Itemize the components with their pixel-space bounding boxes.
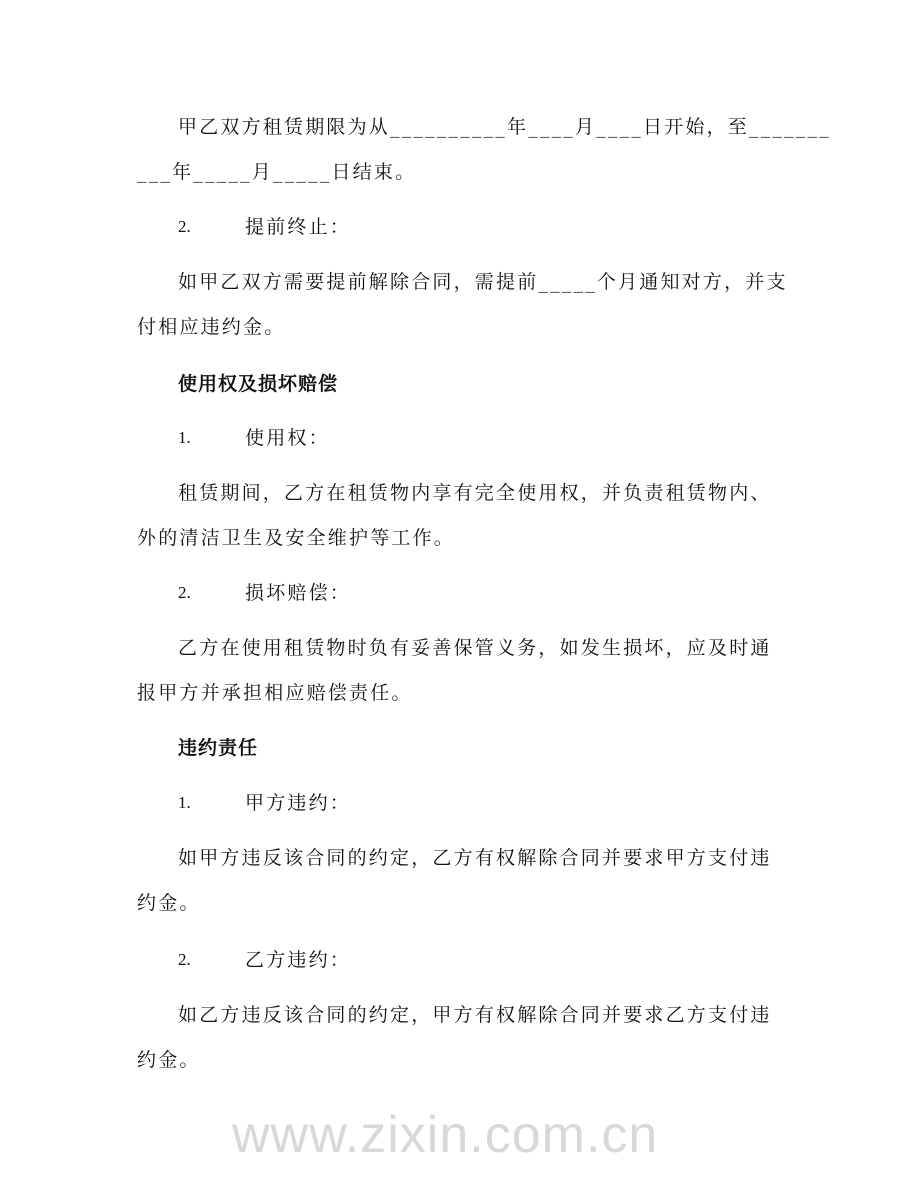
paragraph-line: 如乙方违反该合同的约定，甲方有权解除合同并要求乙方支付违 <box>178 1004 772 1026</box>
item-number: 1. <box>178 428 191 447</box>
paragraph-line: 乙方在使用租赁物时负有妥善保管义务，如发生损坏，应及时通 <box>178 637 772 659</box>
section-heading: 违约责任 <box>178 737 259 759</box>
item-label: 甲方违约： <box>245 792 352 814</box>
paragraph-line: 报甲方并承担相应赔偿责任。 <box>137 682 413 704</box>
item-number: 2. <box>178 217 191 236</box>
watermark: www.zixin.com.cn <box>232 1106 659 1164</box>
item-number: 2. <box>178 583 191 602</box>
item-label: 使用权： <box>245 427 330 449</box>
paragraph-line: 约金。 <box>137 892 201 914</box>
item-number: 2. <box>178 950 191 969</box>
paragraph-line: 付相应违约金。 <box>137 316 286 338</box>
paragraph-line: 约金。 <box>137 1049 201 1071</box>
paragraph-line: 租赁期间，乙方在租赁物内享有完全使用权，并负责租赁物内、 <box>178 482 772 504</box>
item-label: 损坏赔偿： <box>245 582 352 604</box>
paragraph-line: 如甲方违反该合同的约定，乙方有权解除合同并要求甲方支付违 <box>178 847 772 869</box>
item-label: 乙方违约： <box>245 949 352 971</box>
paragraph-line: 如甲乙双方需要提前解除合同，需提前_____个月通知对方，并支 <box>178 271 788 293</box>
term-line-2: ___年_____月_____日结束。 <box>137 161 417 183</box>
term-line-1: 甲乙双方租赁期限为从__________年____月____日开始，至_______ <box>178 116 831 138</box>
paragraph-line: 外的清洁卫生及安全维护等工作。 <box>137 527 456 549</box>
item-number: 1. <box>178 793 191 812</box>
item-label: 提前终止： <box>245 216 352 238</box>
section-heading: 使用权及损坏赔偿 <box>178 373 339 395</box>
